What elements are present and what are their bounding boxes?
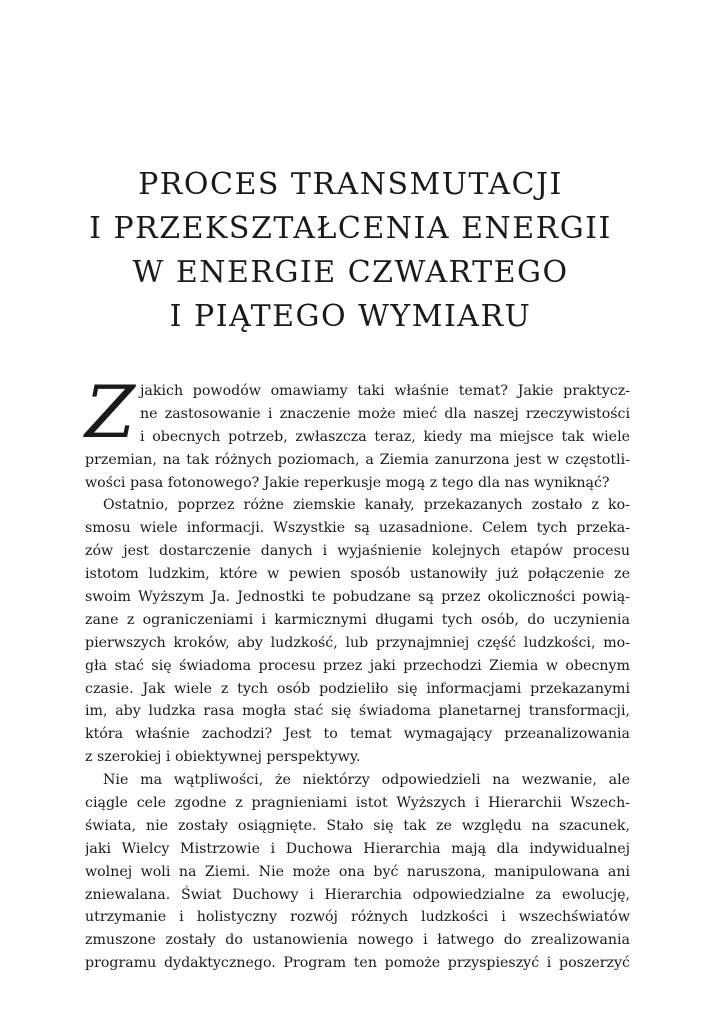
text-line: Ostatnio, poprzez różne ziemskie kanały, przekazanych zostało z ko- [103,497,630,514]
text-line: Nie ma wątpliwości, że niektórzy odpowiedzieli na wezwanie, ale [103,772,630,789]
drop-cap-letter: Z [85,370,136,454]
text-line: utrzymanie i holistyczny rozwój różnych ludzkości i wszechświatów [85,909,630,926]
chapter-title [0,163,701,339]
text-line: ne zastosowanie i znaczenie może mieć dla naszej rzeczywistości [140,405,630,422]
text-line: z szerokiej i obiektywnej perspektywy. [85,749,361,766]
text-line: wości pasa fotonowego? Jakie reperkusje mogą z tego dla nas wyniknąć? [85,474,610,491]
text-line: pierwszych kroków, aby ludzkość, lub przynajmniej część ludzkości, mo- [85,634,630,651]
chapter-title-line-2: I PRZEKSZTAŁCENIA ENERGII [89,211,612,246]
text-line: jaki Wielcy Mistrzowie i Duchowa Hierarchia mają dla indywidualnej [85,840,630,857]
text-line: gła stać się świadoma procesu przez jaki przechodzi Ziemia w obecnym [85,657,630,674]
text-line: zmuszone zostały do ustanowienia nowego i łatwego do zrealizowania [85,932,630,949]
chapter-title-line-1: PROCES TRANSMUTACJI [138,167,563,202]
text-line: im, aby ludzka rasa mogła stać się świadoma planetarnej transformacji, [85,703,630,720]
text-line: swoim Wyższym Ja. Jednostki te pobudzane są przez okoliczności powią- [85,589,630,606]
text-line: jakich powodów omawiamy taki właśnie temat? Jakie praktycz- [140,383,630,399]
text-line: przemian, na tak różnych poziomach, a Ziemia zanurzona jest w częstotli- [85,451,630,468]
body-text [85,380,630,975]
text-line: istotom ludzkim, które w pewien sposób ustanowiły już połączenie ze [85,566,630,583]
text-line: świata, nie zostały osiągnięte. Stało się tak ze względu na szacunek, [85,817,630,834]
text-line: zniewalana. Świat Duchowy i Hierarchia odpowiedzialne za ewolucję, [85,886,630,903]
text-line: programu dydaktycznego. Program ten pomoże przyspieszyć i poszerzyć [85,955,630,972]
text-line: czasie. Jak wiele z tych osób podzieliło się informacjami przekazanymi [85,680,630,697]
text-line: ciągle cele zgodne z pragnieniami istot Wyższych i Hierarchii Wszech- [85,795,630,812]
text-line: wolnej woli na Ziemi. Nie może ona być naruszona, manipulowana ani [85,863,630,880]
chapter-title-line-4: I PIĄTEGO WYMIARU [169,299,532,334]
text-line: która właśnie zachodzi? Jest to temat wymagający przeanalizowania [85,726,630,743]
text-line: smosu wiele informacji. Wszystkie są uzasadnione. Celem tych przeka- [85,520,630,537]
chapter-title-line-3: W ENERGIE CZWARTEGO [132,255,569,290]
text-line: zane z ograniczeniami i karmicznymi długami tych osób, do uczynienia [85,611,630,628]
text-line: i obecnych potrzeb, zwłaszcza teraz, kiedy ma miejsce tak wiele [140,428,630,445]
text-line: zów jest dostarczenie danych i wyjaśnienie kolejnych etapów procesu [85,543,630,560]
